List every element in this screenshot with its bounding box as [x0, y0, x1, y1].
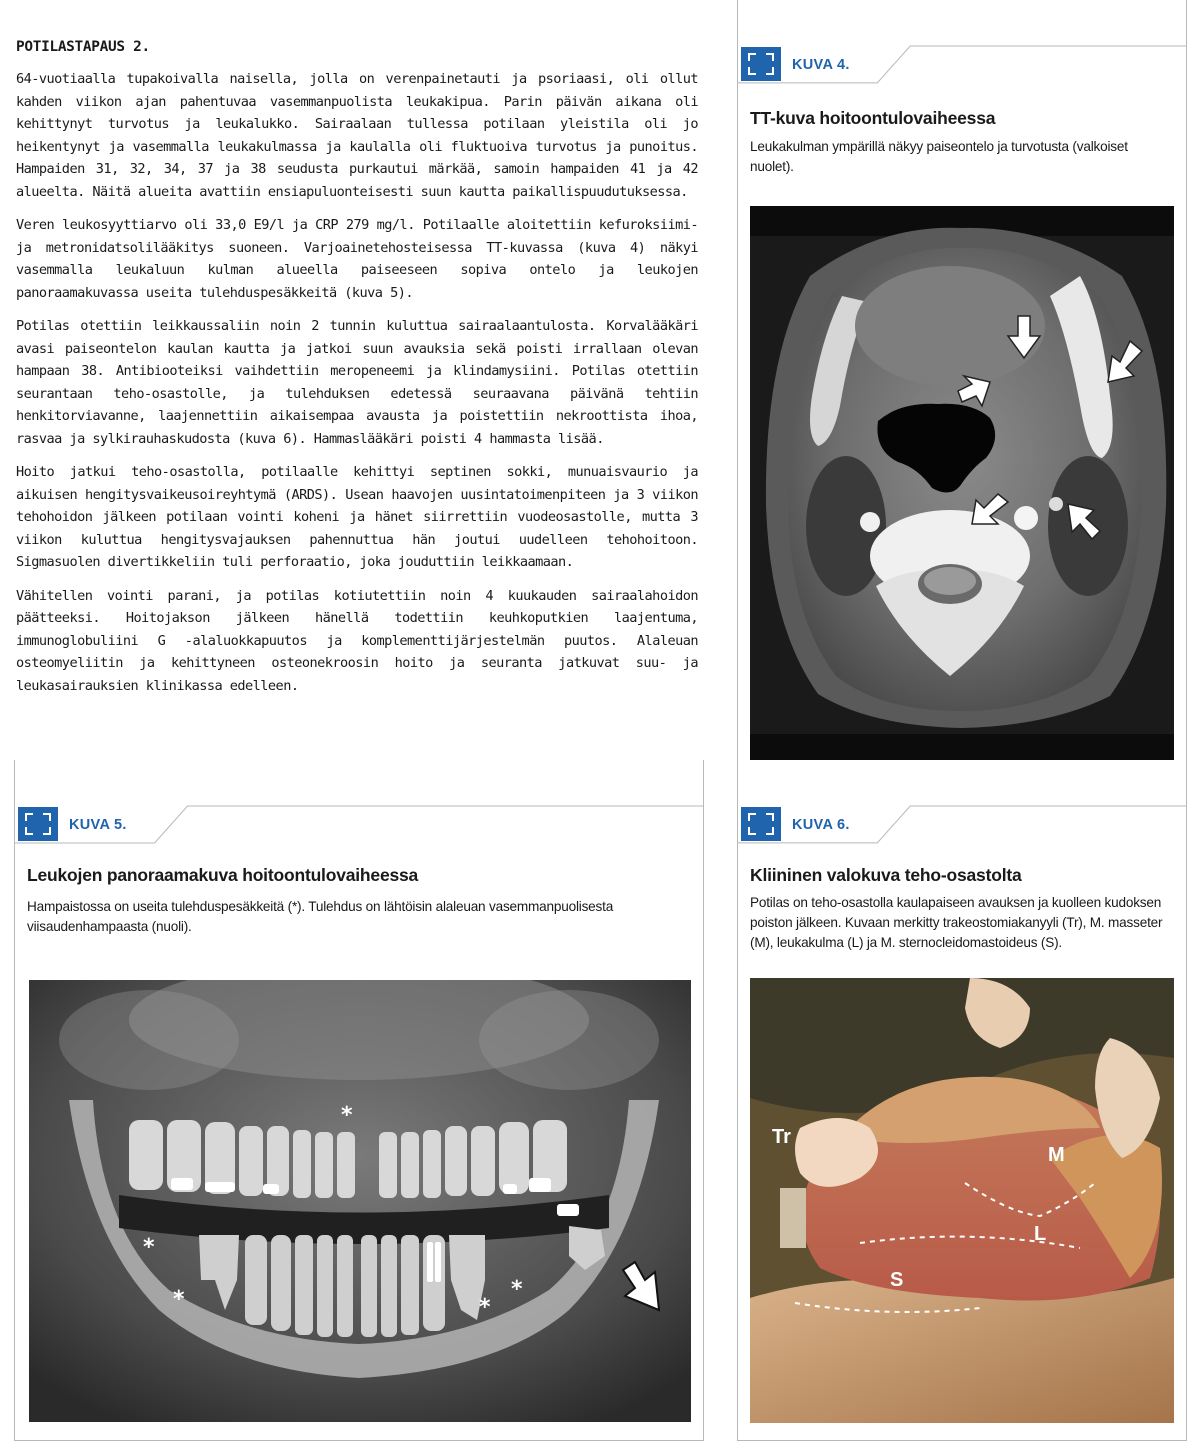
case-paragraph-3: Potilas otettiin leikkaussaliin noin 2 tunnin kuluttua sairaalaantulosta. Korvalääkäri avasi paiseontelon kaulan kautta ja jatkoi suun avauksia sekä poisti irrallaan olevan hampaan 38. Antibiooteiksi vaihdettiin meropeneemi ja klindamysiini. Potilas otettiin seurantaan teho-osastolle, ja tulehduksen edetessä seuraavana päivänä tehtiin henkitorviavanne, laajennettiin aikaisempaa avausta ja poistettiin nekroottista ihoa, rasvaa ja sylkirauhaskudosta (kuva 6). Hammaslääkäri poisti 4 hammasta lisää.: [16, 318, 698, 447]
figure-caption: Potilas on teho-osastolla kaulapaiseen avauksen ja kuolleen kudoksen poiston jälkeen. Kuvaan merkitty trakeostomiakanyyli (Tr), M. masseter (M), leukakulma (L) ja M. sternocleidomastoideus (S).: [750, 895, 1163, 950]
figure-panel-kuva-6: [737, 760, 1187, 1441]
figure-title: TT-kuva hoitoontulovaiheessa: [750, 108, 996, 128]
figure-caption: Leukakulman ympärillä näkyy paiseontelo ja turvotusta (valkoiset nuolet).: [750, 139, 1128, 174]
figure-panel-kuva-4: [737, 0, 1187, 777]
tab-outline: [15, 760, 703, 850]
figure-title: Leukojen panoraamakuva hoitoontulovaiheessa: [27, 865, 419, 885]
figure-caption: Hampaistossa on useita tulehduspesäkkeitä (*). Tulehdus on lähtöisin alaleuan vasemmanpuolisesta viisaudenhampaasta (nuoli).: [27, 899, 614, 934]
label-l: L: [1034, 1223, 1047, 1245]
inflammation-marker-4: *: [479, 1295, 491, 1320]
label-tr: Tr: [772, 1126, 791, 1148]
figure-badge-icon: [741, 47, 781, 81]
ct-scan-image: [750, 206, 1174, 762]
figure-panel-kuva-5: [14, 760, 704, 1441]
figure-title: Kliininen valokuva teho-osastolta: [750, 865, 1022, 885]
figure-badge-icon: [741, 807, 781, 841]
figure-label: KUVA 6.: [792, 817, 850, 833]
figure-label: KUVA 5.: [69, 817, 127, 833]
case-report: [16, 38, 698, 708]
case-paragraph-5: Vähitellen vointi parani, ja potilas kotiutettiin noin 4 kuukauden sairaalahoidon päätteeksi. Hoitojakson jälkeen hänellä todettiin keuhkoputkien laajentuma, immunoglobuliini G -alaluokkapuutos ja komplementtijärjestelmän puutos. Alaleuan osteomyeliitin ja kehittyneen osteonekroosin hoito ja seuranta jatkuvat suu- ja leukasairauksien klinikassa edelleen.: [16, 587, 698, 694]
inflammation-marker-1: *: [341, 1103, 353, 1128]
tab-outline: [738, 0, 1186, 90]
clinical-photo-image: [750, 978, 1174, 1423]
case-heading: POTILASTAPAUS 2.: [16, 39, 150, 55]
inflammation-marker-3: *: [173, 1287, 185, 1312]
inflammation-marker-2: *: [143, 1235, 155, 1260]
figure-label: KUVA 4.: [792, 57, 850, 73]
label-s: S: [890, 1269, 904, 1291]
label-m: M: [1048, 1144, 1065, 1166]
tab-outline: [738, 760, 1186, 850]
panoramic-xray-image: [29, 980, 691, 1422]
figure-badge-icon: [18, 807, 58, 841]
case-paragraph-4: Hoito jatkui teho-osastolla, potilaalle kehittyi septinen sokki, munuaisvaurio ja aikuisen hengitysvaikeusoireyhtymä (ARDS). Usean haavojen uusintatoimenpiteen ja 3 viikon tehohoidon jälkeen potilaan vointi koheni ja hänet siirrettiin vuodeosastolle, mutta 3 viikon kuluttua hengitysvajauksen pahennuttua hän joutui uudelleen tehohoitoon. Sigmasuolen divertikkeliin tuli perforaatio, joka jouduttiin leikkaamaan.: [16, 464, 698, 570]
case-paragraph-1: 64-vuotiaalla tupakoivalla naisella, jolla on verenpainetauti ja psoriaasi, oli ollut kahden viikon ajan pahentuvaa vasemmanpuolista leukakipua. Parin päivän aikana oli kehittynyt turvotus ja leukalukko. Sairaalaan tullessa potilaan yleistila oli jo heikentynyt ja vasemmalla leukakulmassa ja kaulalla oli fluktuoiva turvotus ja punoitus. Hampaiden 31, 32, 34, 37 ja 38 seudusta purkautui märkää, samoin hampaiden 41 ja 42 alueelta. Näitä alueita avattiin ensiapuluonteisesti suun kautta paikallispuudutuksessa.: [16, 71, 698, 200]
case-paragraph-2: Veren leukosyyttiarvo oli 33,0 E9/l ja CRP 279 mg/l. Potilaalle aloitettiin kefuroksiimi- ja metronidatsolilääkitys suoneen. Varjoainetehosteisessa TT-kuvassa (kuva 4) näkyi vasemmalla leukaluun kulman alueella paiseeseen sopiva ontelo ja leukojen panoraamakuvassa useita tulehduspesäkkeitä (kuva 5).: [16, 217, 698, 301]
inflammation-marker-5: *: [511, 1277, 523, 1302]
